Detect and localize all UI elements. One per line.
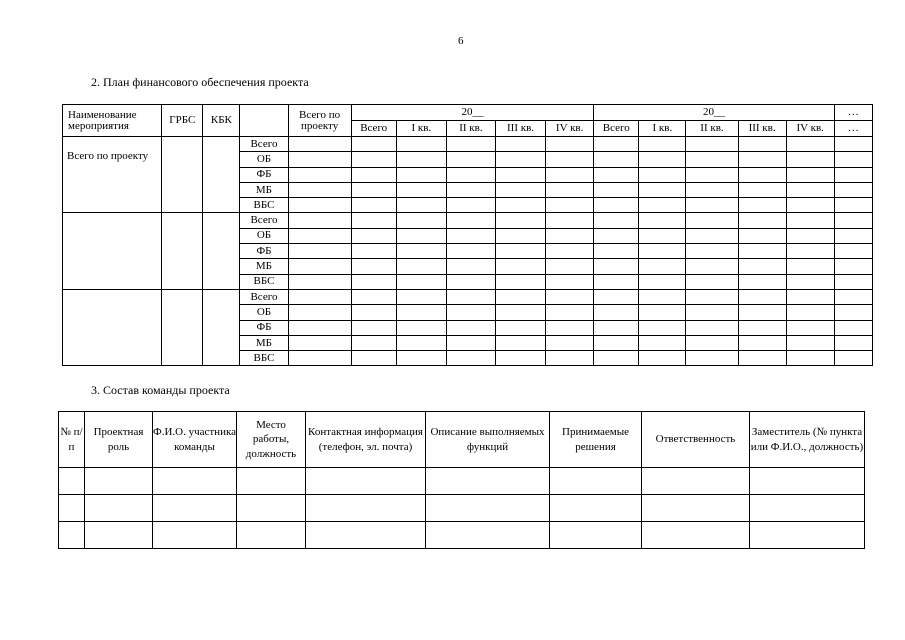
finance-plan-title: 2. План финансового обеспечения проекта: [91, 75, 309, 89]
amount-cell: [834, 320, 872, 335]
amount-cell: [288, 289, 351, 304]
amount-cell: [495, 259, 545, 274]
funding-source-cell: ОБ: [240, 152, 288, 167]
amount-cell: [396, 335, 446, 350]
amount-cell: [396, 213, 446, 228]
team-cell: [153, 468, 237, 495]
amount-cell: [495, 198, 545, 213]
amount-cell: [446, 182, 495, 197]
amount-cell: [594, 137, 639, 152]
team-cell: [237, 468, 306, 495]
team-column-header: Ф.И.О. участника команды: [153, 412, 237, 468]
amount-cell: [288, 259, 351, 274]
amount-cell: [686, 137, 738, 152]
amount-cell: [351, 351, 396, 366]
team-column-header: Контактная информация (телефон, эл. почта): [306, 412, 426, 468]
header-y2-q0: Всего: [594, 121, 639, 137]
amount-cell: [686, 167, 738, 182]
amount-cell: [786, 305, 834, 320]
amount-cell: [546, 351, 594, 366]
amount-cell: [639, 228, 686, 243]
header-source: [240, 105, 288, 137]
grbs-cell: [162, 137, 203, 213]
amount-cell: [738, 213, 786, 228]
amount-cell: [495, 167, 545, 182]
amount-cell: [594, 198, 639, 213]
amount-cell: [834, 305, 872, 320]
amount-cell: [639, 167, 686, 182]
amount-cell: [738, 152, 786, 167]
amount-cell: [594, 167, 639, 182]
amount-cell: [738, 198, 786, 213]
grbs-cell: [162, 213, 203, 289]
team-cell: [306, 522, 426, 549]
amount-cell: [686, 152, 738, 167]
amount-cell: [834, 228, 872, 243]
amount-cell: [834, 274, 872, 289]
header-more-years: …: [834, 105, 872, 121]
team-column-header: № п/п: [59, 412, 85, 468]
amount-cell: [594, 289, 639, 304]
team-cell: [59, 468, 85, 495]
team-cell: [85, 522, 153, 549]
amount-cell: [738, 335, 786, 350]
amount-cell: [495, 289, 545, 304]
team-header-row: [59, 412, 865, 468]
amount-cell: [738, 137, 786, 152]
team-cell: [642, 522, 750, 549]
amount-cell: [446, 137, 495, 152]
team-cell: [426, 522, 550, 549]
amount-cell: [686, 198, 738, 213]
header-year-1: 20__: [351, 105, 594, 121]
amount-cell: [288, 228, 351, 243]
funding-source-cell: ВБС: [240, 274, 288, 289]
amount-cell: [446, 213, 495, 228]
amount-cell: [351, 198, 396, 213]
team-column-header: Место работы, должность: [237, 412, 306, 468]
header-more-years-sub: …: [834, 121, 872, 137]
amount-cell: [834, 244, 872, 259]
amount-cell: [594, 274, 639, 289]
team-row: [59, 468, 865, 495]
amount-cell: [446, 320, 495, 335]
amount-cell: [786, 289, 834, 304]
grbs-cell: [162, 289, 203, 365]
team-cell: [237, 522, 306, 549]
amount-cell: [786, 259, 834, 274]
amount-cell: [834, 259, 872, 274]
header-kbk: КБК: [203, 105, 240, 137]
amount-cell: [446, 305, 495, 320]
amount-cell: [639, 244, 686, 259]
team-cell: [750, 495, 865, 522]
team-cell: [426, 495, 550, 522]
amount-cell: [639, 274, 686, 289]
amount-cell: [786, 335, 834, 350]
amount-cell: [686, 182, 738, 197]
amount-cell: [834, 198, 872, 213]
amount-cell: [594, 305, 639, 320]
project-team-table: [58, 411, 865, 549]
event-name-cell: Всего по проекту: [63, 137, 162, 213]
page-number: 6: [458, 35, 464, 47]
amount-cell: [786, 244, 834, 259]
amount-cell: [786, 320, 834, 335]
team-cell: [153, 495, 237, 522]
amount-cell: [396, 305, 446, 320]
amount-cell: [639, 182, 686, 197]
event-name-cell: [63, 213, 162, 289]
team-cell: [85, 495, 153, 522]
funding-source-cell: МБ: [240, 259, 288, 274]
amount-cell: [686, 213, 738, 228]
amount-cell: [288, 198, 351, 213]
amount-cell: [686, 244, 738, 259]
amount-cell: [351, 182, 396, 197]
amount-cell: [686, 289, 738, 304]
amount-cell: [396, 320, 446, 335]
funding-source-cell: ФБ: [240, 167, 288, 182]
amount-cell: [446, 335, 495, 350]
amount-cell: [639, 152, 686, 167]
amount-cell: [834, 137, 872, 152]
amount-cell: [686, 320, 738, 335]
amount-cell: [594, 320, 639, 335]
team-column-header: Заместитель (№ пункта или Ф.И.О., должность): [750, 412, 865, 468]
amount-cell: [786, 137, 834, 152]
amount-cell: [738, 274, 786, 289]
amount-cell: [546, 137, 594, 152]
amount-cell: [446, 244, 495, 259]
funding-source-cell: ФБ: [240, 320, 288, 335]
team-cell: [237, 495, 306, 522]
amount-cell: [786, 152, 834, 167]
amount-cell: [738, 305, 786, 320]
amount-cell: [786, 213, 834, 228]
team-row: [59, 495, 865, 522]
amount-cell: [351, 137, 396, 152]
amount-cell: [495, 335, 545, 350]
amount-cell: [786, 167, 834, 182]
funding-source-cell: ВБС: [240, 351, 288, 366]
team-cell: [550, 468, 642, 495]
amount-cell: [594, 259, 639, 274]
amount-cell: [396, 259, 446, 274]
amount-cell: [288, 351, 351, 366]
amount-cell: [639, 320, 686, 335]
funding-source-cell: Всего: [240, 213, 288, 228]
amount-cell: [495, 351, 545, 366]
funding-source-cell: ОБ: [240, 305, 288, 320]
amount-cell: [351, 213, 396, 228]
header-total-project: Всего по проекту: [288, 105, 351, 137]
team-cell: [550, 495, 642, 522]
header-y2-q3: III кв.: [738, 121, 786, 137]
amount-cell: [446, 167, 495, 182]
amount-cell: [834, 152, 872, 167]
team-cell: [550, 522, 642, 549]
header-event-name: Наименование мероприятия: [63, 105, 162, 137]
amount-cell: [546, 213, 594, 228]
funding-source-cell: ВБС: [240, 198, 288, 213]
team-cell: [153, 522, 237, 549]
team-cell: [59, 522, 85, 549]
amount-cell: [396, 274, 446, 289]
amount-cell: [546, 152, 594, 167]
amount-cell: [639, 259, 686, 274]
header-y1-q2: II кв.: [446, 121, 495, 137]
amount-cell: [546, 198, 594, 213]
amount-cell: [686, 259, 738, 274]
amount-cell: [738, 228, 786, 243]
header-y1-q4: IV кв.: [546, 121, 594, 137]
amount-cell: [786, 351, 834, 366]
amount-cell: [738, 320, 786, 335]
team-cell: [750, 522, 865, 549]
amount-cell: [396, 137, 446, 152]
amount-cell: [495, 182, 545, 197]
team-cell: [426, 468, 550, 495]
finance-row: [63, 213, 873, 228]
amount-cell: [396, 198, 446, 213]
amount-cell: [495, 228, 545, 243]
amount-cell: [834, 289, 872, 304]
amount-cell: [396, 244, 446, 259]
amount-cell: [396, 182, 446, 197]
amount-cell: [594, 335, 639, 350]
header-y1-q0: Всего: [351, 121, 396, 137]
finance-row: [63, 289, 873, 304]
amount-cell: [288, 167, 351, 182]
amount-cell: [639, 137, 686, 152]
amount-cell: [738, 289, 786, 304]
amount-cell: [546, 182, 594, 197]
funding-source-cell: МБ: [240, 335, 288, 350]
amount-cell: [546, 274, 594, 289]
amount-cell: [594, 228, 639, 243]
amount-cell: [834, 351, 872, 366]
finance-row: [63, 137, 873, 152]
amount-cell: [594, 152, 639, 167]
amount-cell: [786, 182, 834, 197]
kbk-cell: [203, 213, 240, 289]
amount-cell: [396, 152, 446, 167]
amount-cell: [495, 137, 545, 152]
funding-source-cell: Всего: [240, 289, 288, 304]
amount-cell: [786, 198, 834, 213]
amount-cell: [288, 152, 351, 167]
funding-source-cell: ОБ: [240, 228, 288, 243]
amount-cell: [834, 167, 872, 182]
amount-cell: [288, 274, 351, 289]
amount-cell: [546, 228, 594, 243]
amount-cell: [834, 213, 872, 228]
team-cell: [750, 468, 865, 495]
amount-cell: [351, 167, 396, 182]
amount-cell: [834, 182, 872, 197]
amount-cell: [495, 274, 545, 289]
team-cell: [85, 468, 153, 495]
header-year-2: 20__: [594, 105, 835, 121]
amount-cell: [288, 320, 351, 335]
amount-cell: [288, 137, 351, 152]
amount-cell: [396, 228, 446, 243]
finance-plan-table: [62, 104, 873, 366]
header-y1-q3: III кв.: [495, 121, 545, 137]
team-cell: [59, 495, 85, 522]
amount-cell: [546, 167, 594, 182]
team-row: [59, 522, 865, 549]
header-y2-q1: I кв.: [639, 121, 686, 137]
amount-cell: [546, 305, 594, 320]
team-cell: [642, 468, 750, 495]
amount-cell: [594, 244, 639, 259]
amount-cell: [738, 167, 786, 182]
team-column-header: Ответственность: [642, 412, 750, 468]
kbk-cell: [203, 289, 240, 365]
amount-cell: [686, 228, 738, 243]
amount-cell: [639, 213, 686, 228]
amount-cell: [446, 289, 495, 304]
amount-cell: [686, 351, 738, 366]
amount-cell: [446, 274, 495, 289]
amount-cell: [738, 259, 786, 274]
amount-cell: [546, 259, 594, 274]
amount-cell: [446, 351, 495, 366]
amount-cell: [351, 274, 396, 289]
amount-cell: [786, 228, 834, 243]
amount-cell: [396, 167, 446, 182]
funding-source-cell: МБ: [240, 182, 288, 197]
amount-cell: [351, 335, 396, 350]
amount-cell: [351, 259, 396, 274]
amount-cell: [351, 228, 396, 243]
amount-cell: [446, 259, 495, 274]
team-cell: [306, 468, 426, 495]
amount-cell: [495, 213, 545, 228]
amount-cell: [786, 274, 834, 289]
amount-cell: [495, 244, 545, 259]
amount-cell: [639, 305, 686, 320]
amount-cell: [639, 198, 686, 213]
amount-cell: [738, 182, 786, 197]
amount-cell: [686, 305, 738, 320]
amount-cell: [834, 335, 872, 350]
amount-cell: [446, 228, 495, 243]
amount-cell: [639, 351, 686, 366]
amount-cell: [546, 289, 594, 304]
amount-cell: [446, 152, 495, 167]
amount-cell: [686, 335, 738, 350]
amount-cell: [351, 152, 396, 167]
team-column-header: Принимаемые решения: [550, 412, 642, 468]
amount-cell: [546, 320, 594, 335]
amount-cell: [351, 305, 396, 320]
funding-source-cell: ФБ: [240, 244, 288, 259]
amount-cell: [639, 289, 686, 304]
amount-cell: [594, 182, 639, 197]
amount-cell: [288, 244, 351, 259]
header-y2-q2: II кв.: [686, 121, 738, 137]
amount-cell: [396, 289, 446, 304]
amount-cell: [686, 274, 738, 289]
amount-cell: [495, 305, 545, 320]
amount-cell: [594, 213, 639, 228]
amount-cell: [396, 351, 446, 366]
event-name-cell: [63, 289, 162, 365]
amount-cell: [738, 351, 786, 366]
amount-cell: [351, 244, 396, 259]
amount-cell: [639, 335, 686, 350]
amount-cell: [288, 305, 351, 320]
team-column-header: Проектная роль: [85, 412, 153, 468]
team-cell: [642, 495, 750, 522]
funding-source-cell: Всего: [240, 137, 288, 152]
header-grbs: ГРБС: [162, 105, 203, 137]
header-y1-q1: I кв.: [396, 121, 446, 137]
amount-cell: [351, 289, 396, 304]
project-team-title: 3. Состав команды проекта: [91, 383, 230, 397]
team-cell: [306, 495, 426, 522]
amount-cell: [546, 244, 594, 259]
kbk-cell: [203, 137, 240, 213]
amount-cell: [351, 320, 396, 335]
amount-cell: [446, 198, 495, 213]
amount-cell: [288, 213, 351, 228]
amount-cell: [495, 320, 545, 335]
amount-cell: [495, 152, 545, 167]
amount-cell: [288, 182, 351, 197]
amount-cell: [594, 351, 639, 366]
header-y2-q4: IV кв.: [786, 121, 834, 137]
amount-cell: [738, 244, 786, 259]
team-column-header: Описание выполняемых функций: [426, 412, 550, 468]
amount-cell: [288, 335, 351, 350]
amount-cell: [546, 335, 594, 350]
